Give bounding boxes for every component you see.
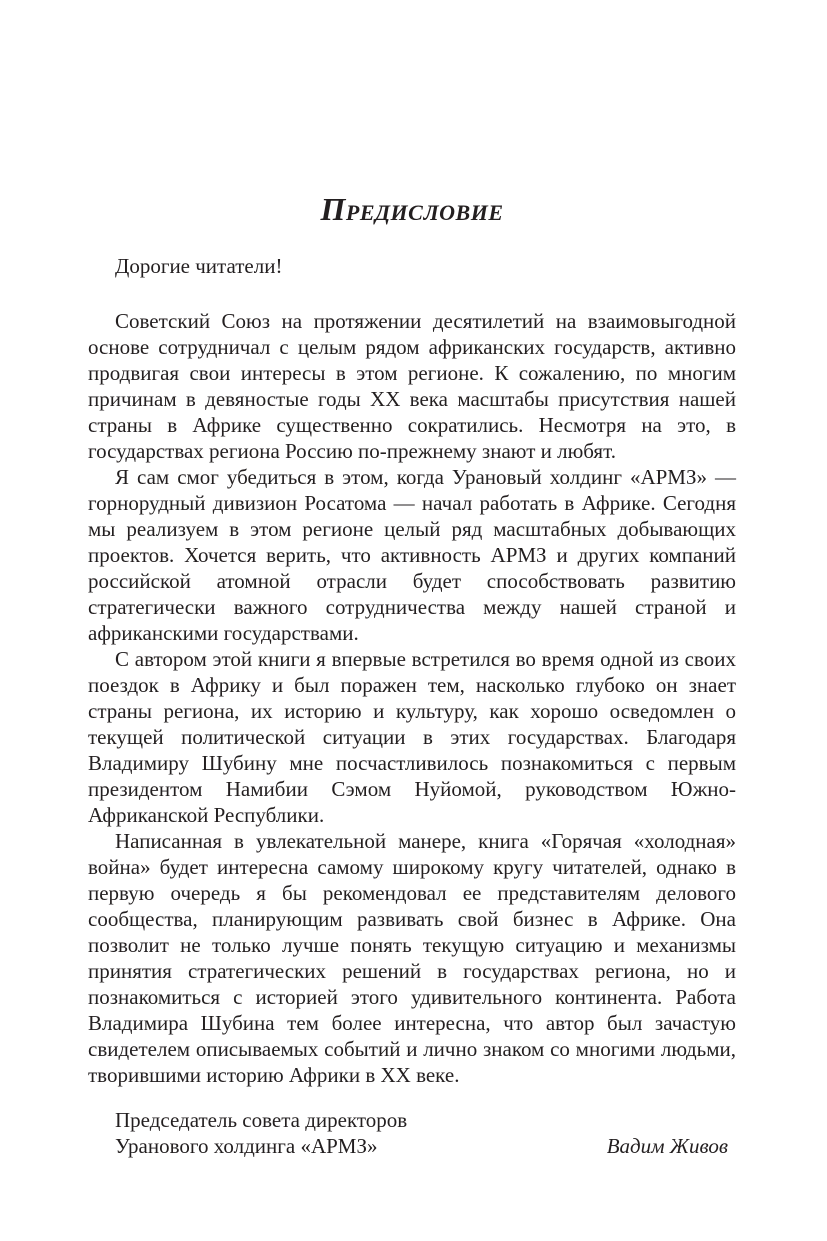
signature-position-line-1: Председатель совета директоров xyxy=(115,1108,408,1132)
paragraph-2: Я сам смог убедиться в этом, когда Урановый холдинг «АРМЗ» — горнорудный дивизион Росатома — начал работать в Африке. Сегодня мы реализуем в этом регионе целый ряд масштабных добывающих проектов. Хочется верить, что активность АРМЗ и других компаний российской атомной отрасли будет способствовать развитию стратегически важного сотрудничества между нашей страной и африканскими государствами. xyxy=(88,465,736,645)
signature-block xyxy=(115,1107,736,1159)
paragraph-3: С автором этой книги я впервые встретился во время одной из своих поездок в Африку и был поражен тем, насколько глубоко он знает страны региона, их историю и культуру, как хорошо осведомлен о текущей политической ситуации в этих государствах. Благодаря Владимиру Шубину мне посчастливилось познакомиться с первым президентом Намибии Сэмом Нуйомой, руководством Южно-Африканской Республики. xyxy=(88,647,736,827)
page-title: Предисловие xyxy=(320,191,504,227)
body-text xyxy=(88,308,736,1088)
signature-row xyxy=(115,1133,736,1159)
paragraph-1: Советский Союз на протяжении десятилетий на взаимовыгодной основе сотрудничал с целым рядом африканских государств, активно продвигая свои интересы в этом регионе. К сожалению, по многим причинам в девяностые годы XX века масштабы присутствия нашей страны в Африке существенно сократились. Несмотря на это, в государствах региона Россию по-прежнему знают и любят. xyxy=(88,309,736,463)
greeting: Дорогие читатели! xyxy=(115,254,283,278)
signature-position-line-2: Уранового холдинга «АРМЗ» xyxy=(115,1134,378,1158)
document-page xyxy=(88,0,736,1241)
signature-name: Вадим Живов xyxy=(606,1134,728,1158)
paragraph-4: Написанная в увлекательной манере, книга «Горячая «холодная» война» будет интересна самому широкому кругу читателей, однако в первую очередь я бы рекомендовал ее представителям делового сообщества, планирующим развивать свой бизнес в Африке. Она позволит не только лучше понять текущую ситуацию и механизмы принятия стратегических решений в государствах региона, но и познакомиться с историей этого удивительного континента. Работа Владимира Шубина тем более интересна, что автор был зачастую свидетелем описываемых событий и лично знаком со многими людьми, творившими историю Африки в XX веке. xyxy=(88,829,736,1087)
